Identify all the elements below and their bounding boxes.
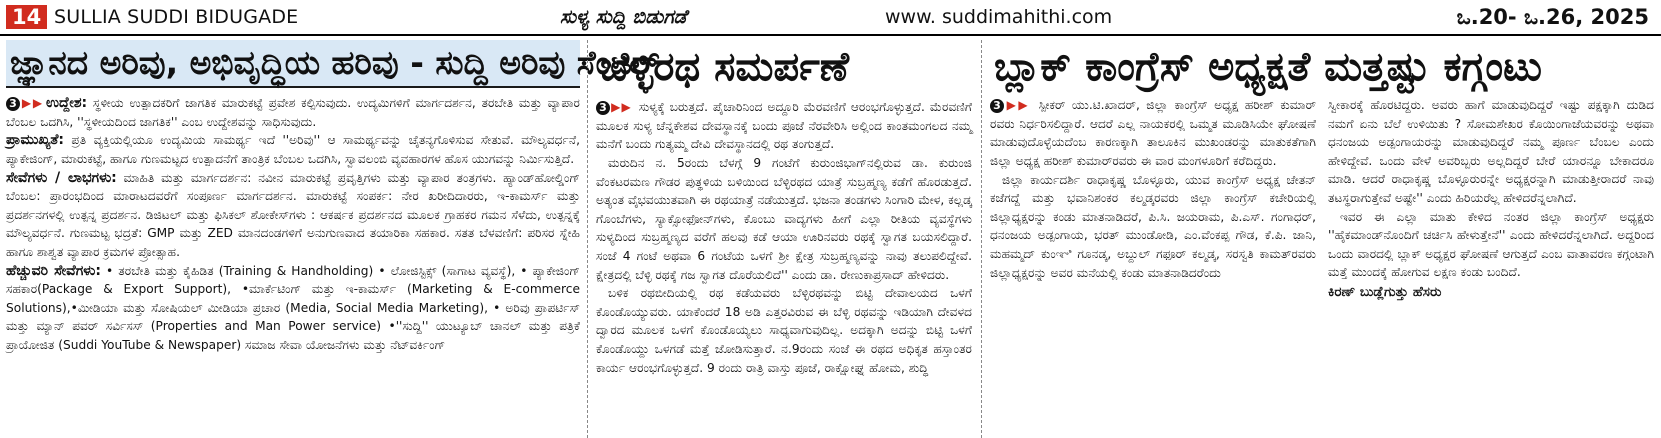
article-paragraph — [990, 96, 1316, 171]
page-number: 14 — [6, 5, 47, 29]
section-label: ಉದ್ದೇಶ: — [46, 95, 88, 111]
section-label: ಪ್ರಾಮುಖ್ಯತೆ: — [6, 132, 65, 149]
article-headline: ಬ್ಲಾಕ್ ಕಾಂಗ್ರೆಸ್ ಅಧ್ಯಕ್ಷತೆ ಮತ್ತಷ್ಟು ಕಗ್ಗಂಟು — [994, 44, 1542, 90]
article-paragraph: ಸ್ವೀಕಾರಕ್ಕೆ ಹೊರಟಿದ್ದರು. ಅವರು ಹಾಗೆ ಮಾಡುವುದಿದ್ದರೆ ಇಷ್ಟು ಪಕ್ಷಕ್ಕಾಗಿ ದುಡಿದ ನಮಗೆ ಏನು ಬೆಲೆ ಉಳಿಯಿತು ? ಸೋಮಶೇಖರ ಕೊಯಿಂಗಾಜೆಯವರನ್ನು ಅಥವಾ ಧನಂಜಯ ಅಡ್ಪಂಗಾಯರನ್ನು ಮಾಡುವುದಿದ್ದರೆ ನಮ್ಮ ಪೂರ್ಣ ಬೆಂಬಲ ಎಂದು ಹೇಳಿದ್ದೇವೆ. ಒಂದು ವೇಳೆ ಅವರಿಬ್ಬರು ಅಲ್ಲದಿದ್ದರೆ ಬೇರೆ ಯಾರನ್ನೂ ಬೇಕಾದರೂ ಮಾಡಿ. ಆದರೆ ರಾಧಾಕೃಷ್ಣ ಬೊಳ್ಳೂರುರನ್ನೇ ಅಧ್ಯಕ್ಷರನ್ನಾಗಿ ಮಾಡುತ್ತೀರಾದರೆ ನಾವು ತಟಸ್ಥರಾಗುತ್ತೇವೆ ಅಷ್ಟೇ'' ಎಂದು ಹಿರಿಯರೆಲ್ಲ ಹೇಳಿದರೆನ್ನಲಾಗಿದೆ. — [1328, 98, 1654, 205]
article-paragraph: ಇವರ ಈ ಎಲ್ಲಾ ಮಾತು ಕೇಳಿದ ನಂತರ ಜಿಲ್ಲಾ ಕಾಂಗ್ರೆಸ್ ಅಧ್ಯಕ್ಷರು ''ಹೈಕಮಾಂಡ್‌ನೊಂದಿಗೆ ಚರ್ಚಿಸಿ ಹೇಳುತ್ತೇನೆ'' ಎಂದು ಹೇಳಿದರೆನ್ನಲಾಗಿದೆ. ಅದ್ದರಿಂದ ಒಂದು ವಾರದಲ್ಲಿ ಬ್ಲಾಕ್ ಅಧ್ಯಕ್ಷರ ಘೋಷಣೆ ಆಗುತ್ತದೆ ಎಂಬ ವಾತಾವರಣ ಕಗ್ಗಂಟಾಗಿ ಮತ್ತೆ ಮುಂದಕ್ಕೆ ಹೋಗುವ ಲಕ್ಷಣ ಕಂಡು ಬಂದಿದೆ. — [1328, 209, 1654, 280]
article-paragraph — [6, 94, 580, 131]
paragraph-text: ಸ್ಥಳೀಯ ಉತ್ಪಾದಕರಿಗೆ ಜಾಗತಿಕ ಮಾರುಕಟ್ಟೆ ಪ್ರವೇಶ ಕಲ್ಪಿಸುವುದು. ಉದ್ಯಮಿಗಳಿಗೆ ಮಾರ್ಗದರ್ಶನ, ತರಬೇತಿ ಮತ್ತು ವ್ಯಾಪಾರ ಬೆಂಬಲ ಒದಗಿಸಿ, ''ಸ್ಥಳೀಯದಿಂದ ಜಾಗತಿಕ'' ಎಂಬ ಉದ್ದೇಶವನ್ನು ಸಾಧಿಸುವುದು. — [6, 96, 580, 129]
double-arrow-icon: ▶▶ — [20, 96, 44, 111]
section-label: ಸೇವೆಗಳು / ಲಾಭಗಳು: — [6, 169, 117, 186]
masthead — [0, 0, 1661, 36]
article-block-congress — [990, 40, 1654, 438]
article-subcolumn — [990, 96, 1316, 300]
paragraph-text: • ತರಬೇತಿ ಮತ್ತು ಕೈಹಿಡಿತ (Training & Handholding) • ಲೋಜಿಸ್ಟಿಕ್ಸ್ (ಸಾಗಾಟ ವ್ಯವಸ್ಥೆ), • ಪ್ಯಾಕೇಜಿಂಗ್ ಸಹಕಾರ(Package & Export Support), •ಮಾರ್ಕೆಟಿಂಗ್ ಮತ್ತು ಇ-ಕಾಮರ್ಸ್ (Marketing & E-commerce Solutions),•ಮೀಡಿಯಾ ಮತ್ತು ಸೋಷಿಯಲ್ ಮೀಡಿಯಾ ಪ್ರಚಾರ (Media, Social Media Marketing), • ಅರಿವು ಪ್ರಾಪರ್ಟಿಸ್ ಮತ್ತು ಮ್ಯಾನ್ ಪವರ್ ಸರ್ವಿಸಸ್ (Properties and Man Power service) •''ಸುದ್ದಿ'' ಯುಟ್ಯೂಬ್ ಚಾನಲ್ ಮತ್ತು ಪತ್ರಿಕೆ ಪ್ರಾಯೋಜಿತ (Suddi YouTube & Newspaper) ಸಮಾಜ ಸೇವಾ ಯೋಜನೆಗಳು ಮತ್ತು ನೆಟ್‌ವರ್ಕಿಂಗ್ — [6, 263, 580, 352]
website-url[interactable]: www. suddimahithi.com — [885, 6, 1113, 28]
article-paragraph: ಜಿಲ್ಲಾ ಕಾರ್ಯದರ್ಶಿ ರಾಧಾಕೃಷ್ಣ ಬೊಳ್ಳೂರು, ಯುವ ಕಾಂಗ್ರೆಸ್ ಅಧ್ಯಕ್ಷ ಚೇತನ್ ಕಜೆಗದ್ದೆ ಮತ್ತು ಭವಾನಿಶಂಕರ ಕಲ್ಮಡ್ಕರವರು ಜಿಲ್ಲಾ ಕಾಂಗ್ರೆಸ್ ಕಚೇರಿಯಲ್ಲಿ ಜಿಲ್ಲಾಧ್ಯಕ್ಷರನ್ನು ಕಂಡು ಮಾತನಾಡಿದರೆ, ಪಿ.ಸಿ. ಜಯರಾಮ, ಪಿ.ಎಸ್. ಗಂಗಾಧರ್, ಧನಂಜಯ ಅಡ್ಪಂಗಾಯ, ಭರತ್ ಮುಂಡೋಡಿ, ಎಂ.ವೆಂಕಪ್ಪ ಗೌಡ, ಕೆ.ಪಿ. ಜಾನಿ, ಮಹಮ್ಮದ್ ಕುಂಞಿ ಗೂನಡ್ಕ, ಅಬ್ದುಲ್ ಗಫೂರ್ ಕಲ್ಮಡ್ಕ, ಸರಸ್ವತಿ ಕಾಮತ್‌ರವರು ಜಿಲ್ಲಾಧ್ಯಕ್ಷರನ್ನು ಅವರ ಮನೆಯಲ್ಲಿ ಕಂಡು ಮಾತನಾಡಿದರೆಂದು — [990, 172, 1316, 280]
article-paragraph — [6, 262, 580, 355]
paragraph-text: ಸುಳ್ಯಕ್ಕೆ ಬರುತ್ತದೆ. ಪೈಚಾರಿನಿಂದ ಅದ್ದೂರಿ ಮೆರವಣಿಗೆ ಆರಂಭಗೊಳ್ಳುತ್ತದೆ. ಮೆರವಣಿಗೆ ಮೂಲಕ ಸುಳ್ಯ ಚೆನ್ನಕೇಶವ ದೇವಸ್ಥಾನಕ್ಕೆ ಬಂದು ಪೂಜೆ ನೆರವೇರಿಸಿ ಅಲ್ಲಿಂದ ಕಾಂತಮಂಗಲದ ನಮ್ಮ ಮನೆಗೆ ಬಂದು ಗುತ್ಯಮ್ಮ ದೇವಿ ದೇವಸ್ಥಾನದಲ್ಲಿ ರಥ ತಂಗುತ್ತದೆ. — [596, 100, 972, 152]
byline: ಕಿರಣ್ ಬುಡ್ಲೆಗುತ್ತು ಹೆಸರು — [1328, 283, 1442, 300]
paragraph-text: ಪ್ರತಿ ವ್ಯಕ್ತಿಯಲ್ಲಿಯೂ ಉದ್ಯಮಿಯ ಸಾಮರ್ಥ್ಯ ಇದೆ ''ಅರಿವು'' ಆ ಸಾಮರ್ಥ್ಯವನ್ನು ಚೈತನ್ಯಗೊಳಿಸುವ ಸೇತುವೆ. ಮೌಲ್ಯವರ್ಧನೆ, ಪ್ಯಾಕೇಜಿಂಗ್, ಮಾರುಕಟ್ಟೆ, ಹಾಗೂ ಗುಣಮಟ್ಟದ ಉತ್ಪಾದನೆಗೆ ತಾಂತ್ರಿಕ ಬೆಂಬಲ ಒದಗಿಸಿ, ಸ್ವಾವಲಂಬಿ ವ್ಯವಹಾರಗಳ ಹೊಸ ಯುಗವನ್ನು ನಿರ್ಮಿಸುತ್ತಿದೆ. — [6, 133, 580, 166]
date-range: ಒ.20- ಒ.26, 2025 — [1456, 5, 1649, 29]
article-paragraph: ಬಳಿಕ ರಥಬೀದಿಯಲ್ಲಿ ರಥ ಕಡೆಯವರು ಬೆಳ್ಳಿರಥವನ್ನು ಬಿಟ್ಟಿ ದೇವಾಲಯದ ಒಳಗೆ ಕೊಂಡೊಯ್ಯುವರು. ಯಾಕೆಂದರೆ 18 ಅಡಿ ಎತ್ತರವಿರುವ ಈ ಬೆಳ್ಳಿ ರಥವನ್ನು ಇಡಿಯಾಗಿ ದೇವಳದ ದ್ವಾರದ ಮೂಲಕ ಒಳಗೆ ಕೊಂಡೊಯ್ಯಲು ಸಾಧ್ಯವಾಗುವುದಿಲ್ಲ. ಅದಕ್ಕಾಗಿ ಅದನ್ನು ಬಿಟ್ಟಿ ಒಳಗೆ ಕೊಂಡೊಯ್ದು ಒಳಗಡೆ ಮತ್ತೆ ಜೋಡಿಸುತ್ತಾರೆ. ನ.9ರಂದು ಸಂಜೆ ಈ ರಥದ ಅಧಿಕೃತ ಹಸ್ತಾಂತರ ಕಾರ್ಯ ಆರಂಭಗೊಳ್ಳುತ್ತದೆ. 9 ರಂದು ರಾತ್ರಿ ವಾಸ್ತು ಪೂಜೆ, ರಾಕ್ಷೋಘ್ನ ಹೋಮ, ಶುದ್ಧಿ — [596, 286, 972, 375]
article-headline: ಜ್ಞಾನದ ಅರಿವು, ಅಭಿವೃದ್ಧಿಯ ಹರಿವು - ಸುದ್ದಿ ಅರಿವು ಸೆಂಟರ್ — [6, 40, 580, 88]
double-arrow-icon: ▶▶ — [1004, 98, 1031, 113]
article-paragraph — [6, 169, 580, 262]
double-arrow-icon: ▶▶ — [610, 100, 632, 115]
page-ref-badge: 3 — [596, 101, 610, 115]
article-paragraph — [596, 98, 972, 154]
article-paragraph — [6, 131, 580, 168]
article-silver-chariot — [596, 40, 972, 438]
article-headline: ಬೆಳ್ಳಿರಥ ಸಮರ್ಪಣೆ — [600, 44, 849, 90]
paper-name: SULLIA SUDDI BIDUGADE — [54, 6, 299, 28]
section-label: ಹೆಚ್ಚುವರಿ ಸೇವೆಗಳು: — [6, 262, 101, 279]
article-subcolumn — [1328, 96, 1654, 300]
paper-logo: ಸುಳ್ಯ ಸುದ್ದಿ ಬಿಡುಗಡೆ — [560, 6, 687, 28]
page-ref-badge: 3 — [990, 99, 1004, 113]
page-ref-badge: 3 — [6, 97, 20, 111]
article-arivu-center — [6, 40, 660, 438]
article-paragraph: ಮರುದಿನ ನ. 5ರಂದು ಬೆಳಗ್ಗೆ 9 ಗಂಟೆಗೆ ಕುರುಂಜಿಭಾಗ್‌ನಲ್ಲಿರುವ ಡಾ. ಕುರುಂಜಿ ವೆಂಕಟರಮಣ ಗೌಡರ ಪುತ್ಥಳಿಯ ಬಳಿಯಿಂದ ಬೆಳ್ಳಿರಥದ ಯಾತ್ರೆ ಸುಬ್ರಹ್ಮಣ್ಯ ಕಡೆಗೆ ಹೊರಡುತ್ತದೆ. ಅತ್ಯಂತ ವೈಭವಯುತವಾಗಿ ಈ ರಥಯಾತ್ರೆ ನಡೆಯುತ್ತದೆ. ಭಜನಾ ತಂಡಗಳು ಸಿಂಗಾರಿ ಮೇಳ, ಕಲ್ಲಡ್ಕ ಗೊಂಬೆಗಳು, ಸ್ಯಾಕ್ಸೋಫೋನ್‌ಗಳು, ಕೊಂಬು ವಾದ್ಯಗಳು ಹೀಗೆ ಎಲ್ಲಾ ರೀತಿಯ ವ್ಯವಸ್ಥೆಗಳು ಸುಳ್ಯದಿಂದ ಸುಬ್ರಹ್ಮಣ್ಯದ ವರೆಗೆ ಹಲವು ಕಡೆ ಆಯಾ ಊರಿನವರು ರಥಕ್ಕೆ ಸ್ವಾಗತ ಬಯಸಲಿದ್ದಾರೆ. ಸಂಜೆ 4 ಗಂಟೆ ಅಥವಾ 6 ಗಂಟೆಯ ಒಳಗೆ ಶ್ರೀ ಕ್ಷೇತ್ರ ಸುಬ್ರಹ್ಮಣ್ಯವನ್ನು ನಾವು ತಲುಪಲಿದ್ದೇವೆ. ಕ್ಷೇತ್ರದಲ್ಲಿ ಬೆಳ್ಳಿ ರಥಕ್ಕೆ ಗಜ ಸ್ವಾಗತ ದೊರೆಯಲಿದೆ'' ಎಂದು ಡಾ. ರೇಣುಕಾಪ್ರಸಾದ್ ಹೇಳಿದರು. — [596, 155, 972, 282]
paragraph-text: ಮಾಹಿತಿ ಮತ್ತು ಮಾರ್ಗದರ್ಶನ: ನವೀನ ಮಾರುಕಟ್ಟೆ ಪ್ರವೃತ್ತಿಗಳು ಮತ್ತು ವ್ಯಾಪಾರ ತಂತ್ರಗಳು. ಹ್ಯಾಂಡ್‌ಹೋಲ್ಡಿಂಗ್ ಬೆಂಬಲ: ಪ್ರಾರಂಭದಿಂದ ಮಾರಾಟದವರೆಗೆ ಸಂಪೂರ್ಣ ಮಾರ್ಗದರ್ಶನ. ಮಾರುಕಟ್ಟೆ ಸಂಪರ್ಕ: ನೇರ ಖರೀದಿದಾರರು, ಇ-ಕಾಮರ್ಸ್ ಮತ್ತು ಪ್ರದರ್ಶನಗಳಲ್ಲಿ ಉತ್ಪನ್ನ ಪ್ರದರ್ಶನ. ಡಿಜಿಟಲ್ ಮತ್ತು ಫಿಸಿಕಲ್ ಶೋಕೇಸ್‌ಗಳು : ಆಕರ್ಷಕ ಪ್ರದರ್ಶನದ ಮೂಲಕ ಗ್ರಾಹಕರ ಗಮನ ಸೆಳೆದು, ಉತ್ಪನ್ನಕ್ಕೆ ಮೌಲ್ಯವರ್ಧನೆ. ಗುಣಮಟ್ಟ ಭದ್ರತೆ: GMP ಮತ್ತು ZED ಮಾನದಂಡಗಳಿಗೆ ಅನುಗುಣವಾದ ತಯಾರಿಕಾ ಸಹಕಾರ. ಸತತ ಬೆಳವಣಿಗೆ: ಪರಿಸರ ಸ್ನೇಹಿ ಹಾಗೂ ಶಾಶ್ವತ ವ್ಯಾಪಾರ ಕ್ರಮಗಳ ಪ್ರೋತ್ಸಾಹ. — [6, 170, 580, 259]
paragraph-text: ಸ್ಪೀಕರ್ ಯು.ಟಿ.ಖಾದರ್, ಜಿಲ್ಲಾ ಕಾಂಗ್ರೆಸ್ ಅಧ್ಯಕ್ಷ ಹರೀಶ್ ಕುಮಾರ್ ರವರು ನಿರ್ಧರಿಸಲಿದ್ದಾರೆ. ಆದರೆ ಎಲ್ಲ ನಾಯಕರಲ್ಲಿ ಒಮ್ಮತ ಮೂಡಿಸಿಯೇ ಘೋಷಣೆ ಮಾಡುವುದೊಳ್ಳೆಯದೆಂಬ ಕಾರಣಕ್ಕಾಗಿ ತಾಲೂಕಿನ ಮುಖಂಡರನ್ನು ಮಾತುಕತೆಗಾಗಿ ಜಿಲ್ಲಾ ಅಧ್ಯಕ್ಷ ಹರೀಶ್ ಕುಮಾರ್‌ರವರು ಈ ವಾರ ಮಂಗಳೂರಿಗೆ ಕರೆದಿದ್ದರು. — [990, 98, 1316, 168]
column-divider — [587, 40, 588, 438]
column-divider — [981, 40, 982, 438]
